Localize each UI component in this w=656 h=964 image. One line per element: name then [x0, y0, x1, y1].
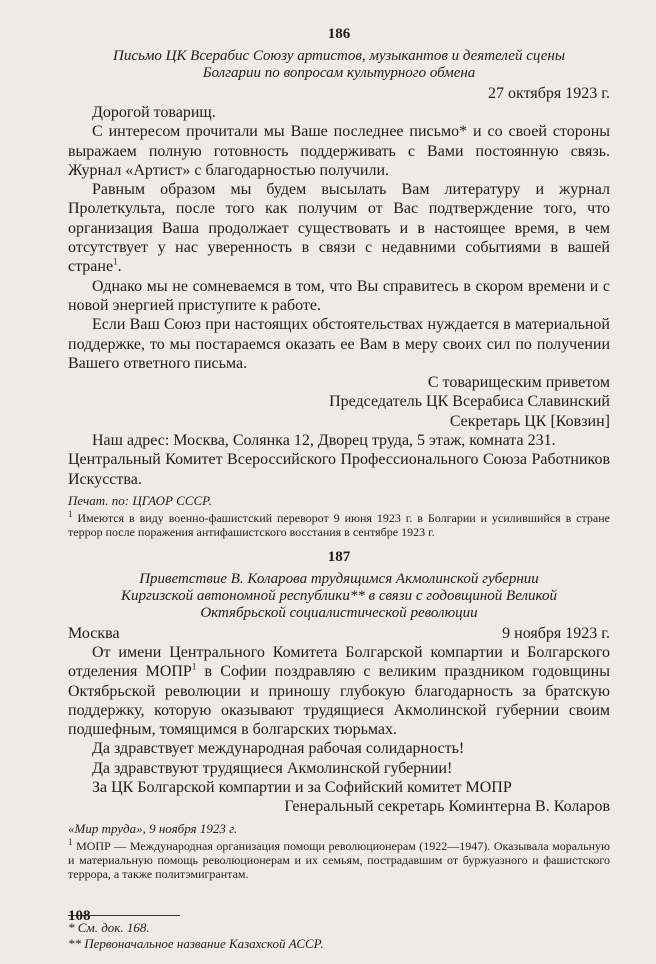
footnote-ref: 1 — [191, 661, 197, 672]
address-line: Наш адрес: Москва, Солянка 12, Дворец труда, 5 этаж, комната 231. — [92, 432, 556, 450]
document-title-186 — [68, 48, 610, 82]
document-place: Москва — [68, 624, 120, 642]
footnote-marker: 1 — [68, 508, 73, 519]
source-citation-186: Печат. по: ЦГАОР СССР. — [68, 492, 213, 508]
title-line: Письмо ЦК Всерабис Союзу артистов, музыкантов и деятелей сцены — [113, 48, 565, 64]
page-number: 108 — [68, 908, 91, 924]
footnote-186: $^1$ Имеются в виду военно-фашистский переворот 9 июня 1923 г. в Болгарии и усилившийся в стране террор после поражения антифашистского восстания в сентябре 1923 г. — [68, 508, 610, 539]
title-line: Октябрьской социалистической революции — [200, 604, 478, 621]
signature-kolarov: Генеральный секретарь Коминтерна В. Коларов — [284, 798, 610, 816]
title-line: Киргизской автономной республики** в связи с годовщиной Великой — [121, 587, 557, 604]
signature-chair: Председатель ЦК Всерабиса Славинский — [329, 393, 610, 411]
paragraph: С интересом прочитали мы Ваше последнее письмо* и со своей стороны выражаем полную готовность поддерживать с Вами постоянную связь. Журнал «Артист» с благодарностью получили. — [68, 123, 611, 179]
paragraph: Если Ваш Союз при настоящих обстоятельствах нуждается в материальной поддержке, то мы постараемся оказать ее Вам в меру своих сил по получении Вашего ответного письма. — [68, 316, 610, 372]
footnote-187: $^1$ МОПР — Международная организация помощи революционерам (1922—1947). Оказывала моральную и материальную помощь революционерам и их семьям, пострадавшим от буржуазного и фашистского террора, а также политэмигрантам. — [68, 836, 610, 881]
slogan: Да здравствует международная рабочая солидарность! — [92, 740, 465, 758]
paragraph: Однако мы не сомневаемся в том, что Вы справитесь в скором времени и с новой энергией приступите к работе. — [68, 277, 610, 314]
document-number-186: 186 — [327, 26, 351, 42]
greeting: Дорогой товарищ. — [92, 104, 216, 121]
letter-body-186 — [68, 103, 610, 373]
paragraph: Равным образом мы будем высылать Вам литературу и журнал Пролеткульта, после того как получим от Вас подтверждение того, что организация Ваша продолжает существовать и в настоящее время, в чем отсутствует у нас уверенность в связи с недавними событиями в вашей стране$^1$. — [68, 181, 610, 276]
footnote-marker: 1 — [68, 836, 73, 847]
document-date: 9 ноября 1923 г. — [502, 624, 610, 642]
greeting-body-187 — [68, 643, 610, 778]
address-block — [68, 431, 610, 489]
address-line: Центральный Комитет Всероссийского Профессионального Союза Работников Искусства. — [68, 451, 610, 488]
paragraph: От имени Центрального Комитета Болгарской компартии и Болгарского отделения МОПР$^1$ в Софии поздравляю с великим праздником годовщины Октябрьской революции и приношу глубокую благодарность за братскую поддержку, которую оказывают трудящиеся Акмолинской губернии своим подшефным, томящимся в болгарских тюрьмах. — [68, 643, 610, 739]
editorial-note: * См. док. 168. — [68, 919, 150, 935]
title-line: Болгарии по вопросам культурного обмена — [202, 65, 476, 81]
on-behalf-line: За ЦК Болгарской компартии и за Софийский комитет МОПР — [92, 779, 512, 797]
date-line-186 — [68, 84, 610, 103]
date-line-187 — [68, 624, 610, 643]
closing: С товарищеским приветом — [427, 374, 610, 392]
footnote-ref: 1 — [113, 257, 118, 268]
document-date: 27 октября 1923 г. — [488, 85, 610, 102]
document-number-187: 187 — [327, 548, 351, 565]
title-line: Приветствие В. Коларова трудящимся Акмолинской губернии — [139, 570, 539, 587]
source-citation-187: «Мир труда», 9 ноября 1923 г. — [68, 820, 238, 836]
document-title-187 — [68, 571, 610, 622]
editorial-note: ** Первоначальное название Казахской АССР. — [68, 935, 324, 951]
signature-secretary: Секретарь ЦК [Ковзин] — [449, 412, 610, 430]
slogan: Да здравствуют трудящиеся Акмолинской губернии! — [92, 759, 453, 777]
